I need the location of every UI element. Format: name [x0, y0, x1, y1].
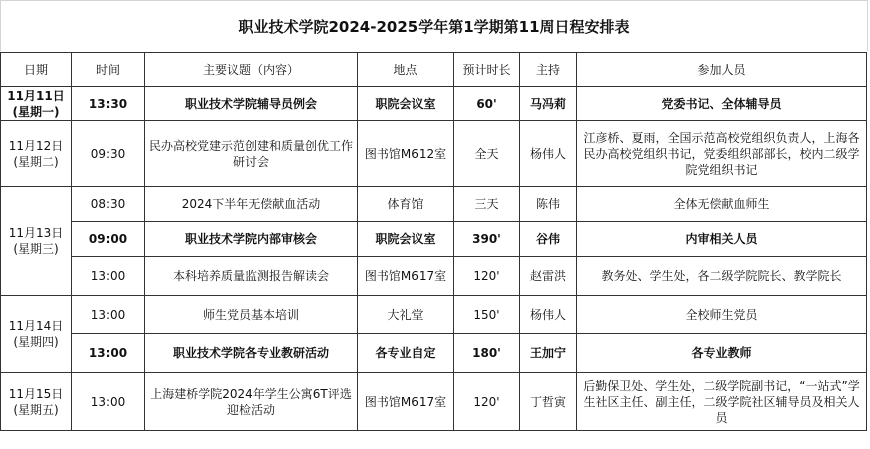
- attendees-cell: 全校师生党员: [577, 296, 867, 334]
- topic-cell: 本科培养质量监测报告解读会: [145, 257, 358, 296]
- table-row: [1, 121, 867, 187]
- duration-cell: 120': [454, 257, 520, 296]
- topic-cell: 职业技术学院各专业教研活动: [145, 334, 358, 373]
- duration-cell: 全天: [454, 121, 520, 187]
- date-text: 11月11日: [7, 88, 65, 103]
- place-cell: 职院会议室: [358, 222, 454, 257]
- place-cell: 图书馆M617室: [358, 257, 454, 296]
- host-cell: 杨伟人: [520, 296, 577, 334]
- date-text: 11月14日: [8, 319, 64, 333]
- topic-cell: 上海建桥学院2024年学生公寓6T评选迎检活动: [145, 373, 358, 431]
- duration-cell: 180': [454, 334, 520, 373]
- attendees-cell: 内审相关人员: [577, 222, 867, 257]
- header-time: 时间: [72, 53, 145, 87]
- duration-cell: 390': [454, 222, 520, 257]
- duration-cell: 60': [454, 87, 520, 121]
- host-cell: 谷伟: [520, 222, 577, 257]
- duration-cell: 150': [454, 296, 520, 334]
- header-duration: 预计时长: [454, 53, 520, 87]
- weekday-text: (星期二): [13, 154, 59, 169]
- date-cell: [1, 296, 72, 373]
- time-cell: 08:30: [72, 187, 145, 222]
- topic-cell: 民办高校党建示范创建和质量创优工作研讨会: [145, 121, 358, 187]
- table-row: [1, 257, 867, 296]
- table-row: [1, 222, 867, 257]
- time-cell: 13:00: [72, 334, 145, 373]
- topic-cell: 职业技术学院辅导员例会: [145, 87, 358, 121]
- date-cell: [1, 373, 72, 431]
- header-host: 主持: [520, 53, 577, 87]
- date-cell: [1, 121, 72, 187]
- header-place: 地点: [358, 53, 454, 87]
- topic-cell: 职业技术学院内部审核会: [145, 222, 358, 257]
- date-text: 11月13日: [8, 226, 64, 240]
- header-date: 日期: [1, 53, 72, 87]
- weekday-text: (星期三): [13, 242, 59, 256]
- duration-cell: 120': [454, 373, 520, 431]
- attendees-cell: 教务处、学生处，各二级学院院长、教学院长: [577, 257, 867, 296]
- host-cell: 陈伟: [520, 187, 577, 222]
- place-cell: 体育馆: [358, 187, 454, 222]
- time-cell: 09:00: [72, 222, 145, 257]
- time-cell: 09:30: [72, 121, 145, 187]
- table-row: [1, 334, 867, 373]
- table-row: [1, 296, 867, 334]
- duration-cell: 三天: [454, 187, 520, 222]
- place-cell: 大礼堂: [358, 296, 454, 334]
- attendees-cell: 党委书记、全体辅导员: [577, 87, 867, 121]
- weekday-text: (星期四): [13, 335, 59, 349]
- date-text: 11月12日: [8, 138, 64, 153]
- attendees-cell: 全体无偿献血师生: [577, 187, 867, 222]
- place-cell: 图书馆M612室: [358, 121, 454, 187]
- page-title: 职业技术学院2024-2025学年第1学期第11周日程安排表: [0, 0, 868, 51]
- weekday-text: (星期一): [12, 104, 60, 119]
- time-cell: 13:00: [72, 257, 145, 296]
- header-row: [1, 53, 867, 87]
- header-attendees: 参加人员: [577, 53, 867, 87]
- host-cell: 王加宁: [520, 334, 577, 373]
- table-row: [1, 87, 867, 121]
- date-cell: [1, 87, 72, 121]
- header-topic: 主要议题（内容）: [145, 53, 358, 87]
- host-cell: 赵雷洪: [520, 257, 577, 296]
- topic-cell: 师生党员基本培训: [145, 296, 358, 334]
- place-cell: 各专业自定: [358, 334, 454, 373]
- topic-cell: 2024下半年无偿献血活动: [145, 187, 358, 222]
- host-cell: 杨伟人: [520, 121, 577, 187]
- host-cell: 丁哲寅: [520, 373, 577, 431]
- place-cell: 职院会议室: [358, 87, 454, 121]
- table-row: [1, 373, 867, 431]
- schedule-table: [0, 52, 867, 431]
- attendees-cell: 后勤保卫处、学生处，二级学院副书记，“一站式”学生社区主任、副主任，二级学院社区辅导员及相关人员: [577, 373, 867, 431]
- attendees-cell: 各专业教师: [577, 334, 867, 373]
- place-cell: 图书馆M617室: [358, 373, 454, 431]
- time-cell: 13:00: [72, 373, 145, 431]
- weekday-text: (星期五): [13, 402, 59, 417]
- table-row: [1, 187, 867, 222]
- date-text: 11月15日: [8, 386, 64, 401]
- date-cell: [1, 187, 72, 296]
- attendees-cell: 江彦桥、夏雨，全国示范高校党组织负责人，上海各民办高校党组织书记，党委组织部部长，校内二级学院党组织书记: [577, 121, 867, 187]
- time-cell: 13:30: [72, 87, 145, 121]
- host-cell: 马冯莉: [520, 87, 577, 121]
- time-cell: 13:00: [72, 296, 145, 334]
